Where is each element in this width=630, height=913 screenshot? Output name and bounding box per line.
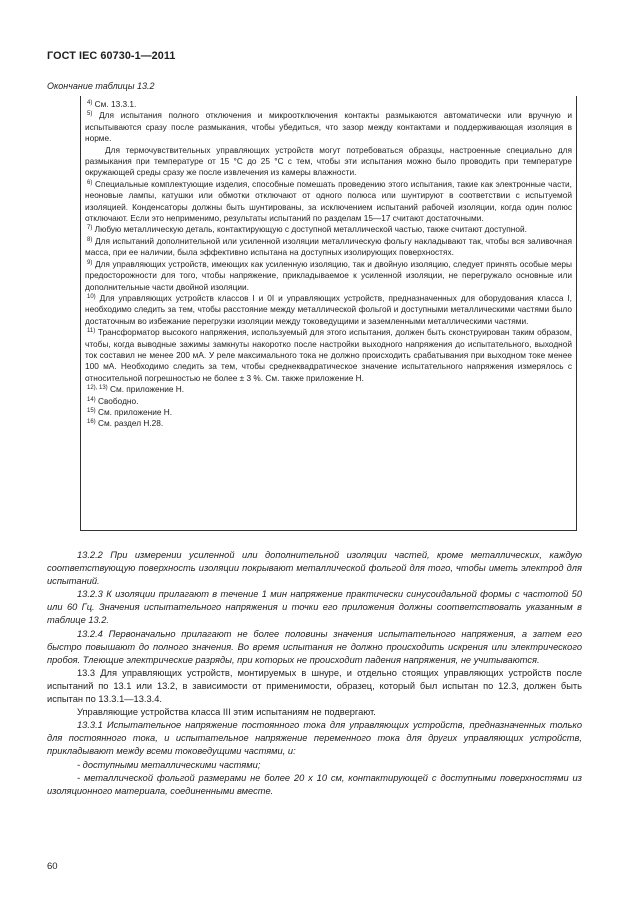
document-header: ГОСТ IEC 60730-1—2011	[47, 50, 176, 62]
footnote-text: Для термочувствительных управляющих устройств могут потребоваться образцы, настроенные специально для размыкания при температуре от 15 °С до 25 °С с тем, чтобы эти испытания можно было проводить при температуре окружающей среды сразу же после извлечения из камеры влажности.	[85, 144, 572, 178]
footnote-text: Свободно.	[97, 395, 139, 406]
footnote-text: См. приложение Н.	[97, 406, 173, 417]
footnote-mark: 16)	[87, 419, 96, 426]
footnote-9	[85, 259, 572, 293]
table-footnotes-box	[80, 96, 577, 531]
footnote-text: См. раздел Н.28.	[97, 418, 164, 429]
footnote-14	[85, 396, 572, 407]
footnote-12-13	[85, 384, 572, 395]
clause-13-3-note: Управляющие устройства класса III этим испытаниям не подвергают.	[77, 707, 376, 718]
footnote-text: См. приложение Н.	[110, 384, 185, 395]
footnote-10	[85, 293, 572, 327]
footnote-mark: 5)	[87, 111, 93, 118]
clause-13-2-3: 13.2.3 К изоляции прилагают в течение 1 мин напряжение практически синусоидальной формы с частотой 50 или 60 Гц. Значения испытательного напряжения и точки его приложения должны соответствовать указанным в таблице 13.2.	[47, 589, 582, 626]
footnote-mark: 10)	[87, 293, 96, 300]
footnote-11	[85, 327, 572, 384]
footnote-7	[85, 224, 572, 235]
footnote-text: Для испытаний дополнительной или усиленной изоляции металлическую фольгу накладывают так, чтобы вся заливочная масса, при ее наличии, была эффективно испытана на доступных изолирующих поверхностях.	[85, 235, 572, 258]
footnote-mark: 8)	[87, 236, 93, 243]
footnote-5-continued	[85, 145, 572, 179]
clause-13-2-2: 13.2.2 При измерении усиленной или дополнительной изоляции частей, кроме металлических, каждую соответствующую поверхность изоляции покрывают металлической фольгой для того, чтобы иметь электрод для испытаний.	[47, 550, 582, 587]
clause-13-2-4: 13.2.4 Первоначально прилагают не более половины значения испытательного напряжения, а затем его быстро повышают до полного значения. Во время испытания не должно происходить искрения или электрического пробоя. Тлеющие электрические разряды, при которых не происходит падения напряжения, не учитываются.	[47, 628, 582, 665]
footnote-mark: 7)	[87, 225, 93, 232]
footnote-mark: 14)	[87, 396, 96, 403]
page-number: 60	[47, 861, 58, 872]
footnote-mark: 11)	[87, 328, 96, 335]
footnote-mark: 12), 13)	[87, 385, 108, 392]
footnote-mark: 6)	[87, 179, 93, 186]
footnote-15	[85, 407, 572, 418]
footnote-6	[85, 179, 572, 225]
main-text	[47, 549, 582, 798]
clause-13-3: 13.3 Для управляющих устройств, монтируемых в шнуре, и отдельно стоящих управляющих устройств после испытаний по 13.1 или 13.2, в зависимости от применимости, образец, который был испытан по 12.3, должен быть испытан по 13.3.1—13.3.4.	[47, 667, 582, 705]
footnote-mark: 15)	[87, 407, 96, 414]
footnote-16	[85, 418, 572, 429]
table-caption: Окончание таблицы 13.2	[47, 81, 155, 91]
footnote-mark: 4)	[87, 100, 93, 106]
footnote-text: Для испытания полного отключения и микроотключения контакты размыкаются автоматически или вручную и испытываются сразу после размыкания, чтобы убедиться, что зазор между контактами и поддерживающая изоляция в норме.	[85, 110, 572, 144]
footnote-text: Трансформатор высокого напряжения, используемый для этого испытания, должен быть сконструирован таким образом, чтобы, когда выводные зажимы замкнуты накоротко после настройки выходного напряжения до испытательного, выходной ток составил не менее 200 мА. У реле максимального тока не должно происходить срабатывания при выходном токе менее 100 мА. Необходимо следить за тем, чтобы среднеквадратическое значение испытательного напряжения измерялось с относительной погрешностью не более ± 3 %. См. также приложение Н.	[85, 327, 573, 383]
list-item: - доступными металлическими частями;	[77, 759, 261, 770]
footnote-text: Специальные комплектующие изделия, способные помешать проведению этого испытания, такие как электронные части, неоновые лампы, катушки или обмотки отключают от одного полюса или шунтируют в соответствии с испытуемой изоляцией. Конденсаторы должны быть шунтированы, за исключением испытаний рабочей изоляции, когда один полюс отключают. Если это неприменимо, результаты испытаний по разделам 15—17 считают достаточными.	[85, 178, 572, 224]
footnote-mark: 9)	[87, 259, 93, 266]
footnote-text: См. 13.3.1.	[94, 99, 137, 109]
footnote-text: Для управляющих устройств классов I и 0I и управляющих устройств, предназначенных для оборудования класса I, необходимо следить за тем, чтобы расстояние между металлической фольгой и доступными металлическими частями было достаточным во избежание перегрузки изоляции между токоведущими и заземленными металлическими частями.	[85, 292, 572, 326]
footnote-5	[85, 110, 572, 144]
clause-13-3-1: 13.3.1 Испытательное напряжение постоянного тока для управляющих устройств, предназначенных только для постоянного тока, и испытательное напряжение переменного тока для других управляющих устройств, прикладывают между всеми токоведущими частями, и:	[47, 720, 582, 757]
footnote-4	[85, 99, 572, 110]
list-item: - металлической фольгой размерами не более 20 х 10 см, контактирующей с доступными поверхностями из изоляционного материала, соединенными вместе.	[47, 772, 582, 796]
footnote-text: Для управляющих устройств, имеющих как усиленную изоляцию, так и двойную изоляцию, следует принять особые меры предосторожности для того, чтобы напряжение, прикладываемое к усиленной изоляции, не перегружало основные или дополнительные части двойной изоляции.	[85, 258, 573, 292]
footnote-text: Любую металлическую деталь, контактирующую с доступной металлической частью, также считают доступной.	[94, 224, 527, 235]
footnote-8	[85, 236, 572, 259]
